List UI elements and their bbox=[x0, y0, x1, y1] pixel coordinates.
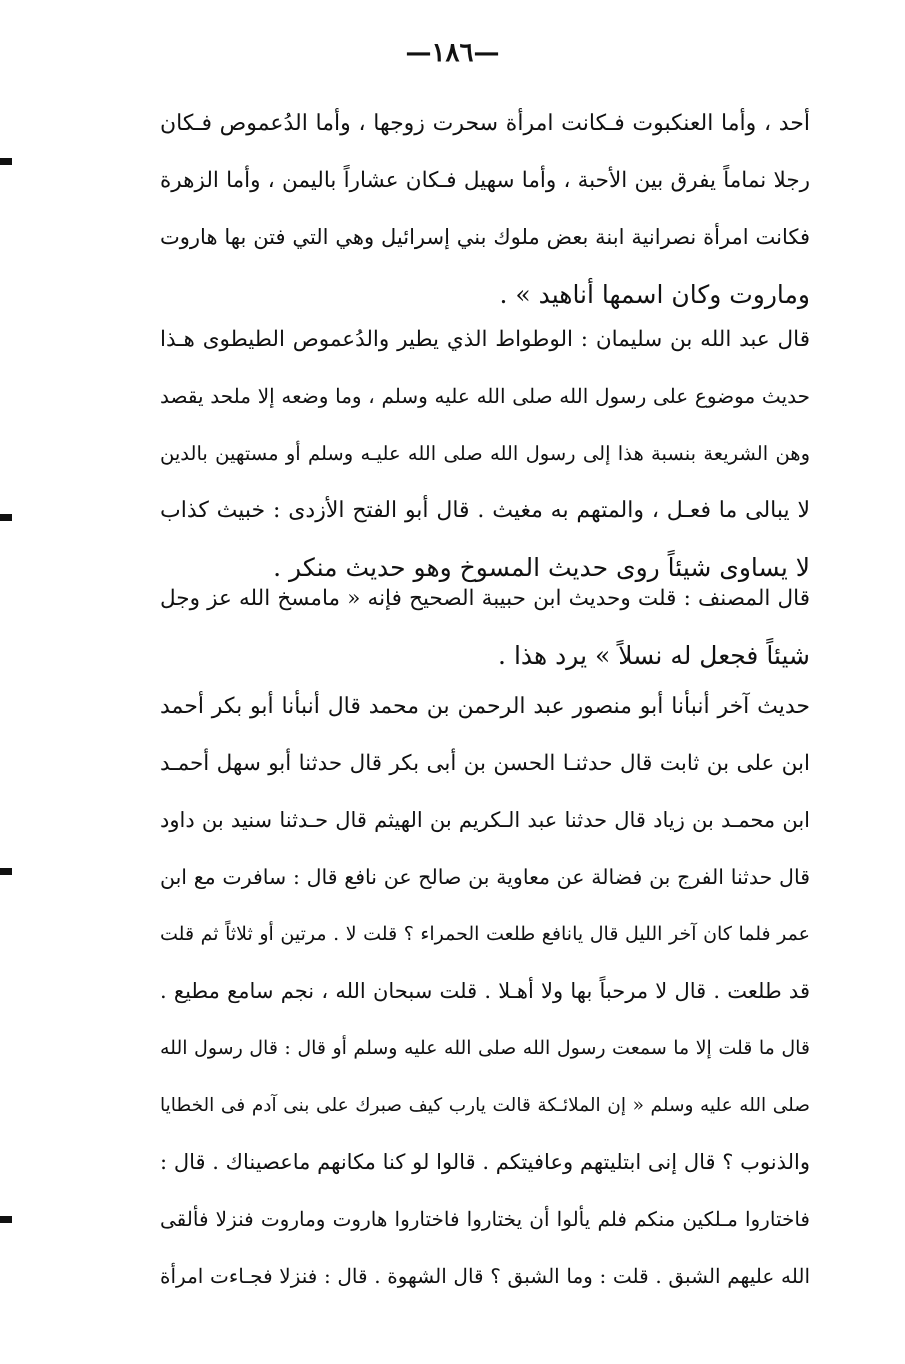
text-line: أحد ، وأما العنكبوت فـكانت امرأة سحرت زوجها ، وأما الدُعموص فـكان bbox=[160, 111, 810, 136]
scan-edge-mark bbox=[0, 158, 12, 165]
paragraph-1 bbox=[160, 95, 810, 323]
text-line: والذنوب ؟ قال إنى ابتليتهم وعافيتكم . قالوا لو كنا مكانهم ماعصيناك . قال : bbox=[160, 1150, 810, 1174]
text-line: حديث موضوع على رسول الله صلى الله عليه وسلم ، وما وضعه إلا ملحد يقصد bbox=[160, 384, 810, 408]
text-line: قال ما قلت إلا ما سمعت رسول الله صلى الله عليه وسلم أو قال : قال رسول الله bbox=[160, 1037, 810, 1059]
text-line: وهن الشريعة بنسبة هذا إلى رسول الله صلى الله عليـه وسلم أو مستهين بالدين bbox=[160, 442, 810, 465]
text-line: قال عبد الله بن سليمان : الوطواط الذي يطير والدُعموص الطيطوى هـذا bbox=[160, 327, 810, 352]
text-line: ابن محمـد بن زياد قال حدثنا عبد الـكريم بن الهيثم قال حـدثنا سنيد بن داود bbox=[160, 808, 810, 832]
scan-edge-mark bbox=[0, 514, 12, 521]
text-line: عمر فلما كان آخر الليل قال يانافع طلعت الحمراء ؟ قلت لا . مرتين أو ثلاثاً ثم قلت bbox=[160, 923, 810, 945]
page-number: —١٨٦— bbox=[405, 38, 500, 68]
scan-edge-mark bbox=[0, 868, 12, 875]
text-line: قال المصنف : قلت وحديث ابن حبيبة الصحيح فإنه « مامسخ الله عز وجل bbox=[160, 586, 810, 611]
text-line: شيئاً فجعل له نسلاً » يرد هذا . bbox=[498, 641, 810, 670]
scan-edge-mark bbox=[0, 1216, 12, 1223]
text-line: فكانت امرأة نصرانية ابنة بعض ملوك بني إسرائيل وهي التي فتن بها هاروت bbox=[160, 225, 810, 249]
text-line: قال حدثنا الفرج بن فضالة عن معاوية بن صالح عن نافع قال : سافرت مع ابن bbox=[160, 865, 810, 889]
text-line: ابن على بن ثابت قال حدثنـا الحسن بن أبى بكر قال حدثنا أبو سهل أحمـد bbox=[160, 751, 810, 776]
paragraph-3 bbox=[160, 570, 810, 684]
text-line: رجلا نماماً يفرق بين الأحبة ، وأما سهيل فـكان عشاراً باليمن ، وأما الزهرة bbox=[160, 168, 810, 193]
text-line: الله عليهم الشبق . قلت : وما الشبق ؟ قال الشهوة . قال : فنزلا فجـاءت امرأة bbox=[160, 1264, 810, 1288]
text-line: صلى الله عليه وسلم « إن الملائـكة قالت يارب كيف صبرك على بنى آدم فى الخطايا bbox=[160, 1095, 810, 1116]
text-line: لا يساوى شيئاً روى حديث المسوخ وهو حديث منكر . bbox=[273, 553, 810, 582]
text-line: حديث آخر أنبأنا أبو منصور عبد الرحمن بن محمد قال أنبأنا أبو بكر أحمد bbox=[160, 694, 810, 719]
text-line: وماروت وكان اسمها أناهيد » . bbox=[499, 280, 810, 309]
text-line: قد طلعت . قال لا مرحباً بها ولا أهـلا . قلت سبحان الله ، نجم سامع مطيع . bbox=[160, 979, 810, 1003]
paragraph-4 bbox=[160, 678, 810, 1305]
paragraph-2 bbox=[160, 311, 810, 596]
text-line: فاختاروا مـلكين منكم فلم يألوا أن يختاروا فاختاروا هاروت وماروت فنزلا فألقى bbox=[160, 1207, 810, 1231]
text-line: لا يبالى ما فعـل ، والمتهم به مغيث . قال أبو الفتح الأزدى : خبيث كذاب bbox=[160, 498, 810, 523]
